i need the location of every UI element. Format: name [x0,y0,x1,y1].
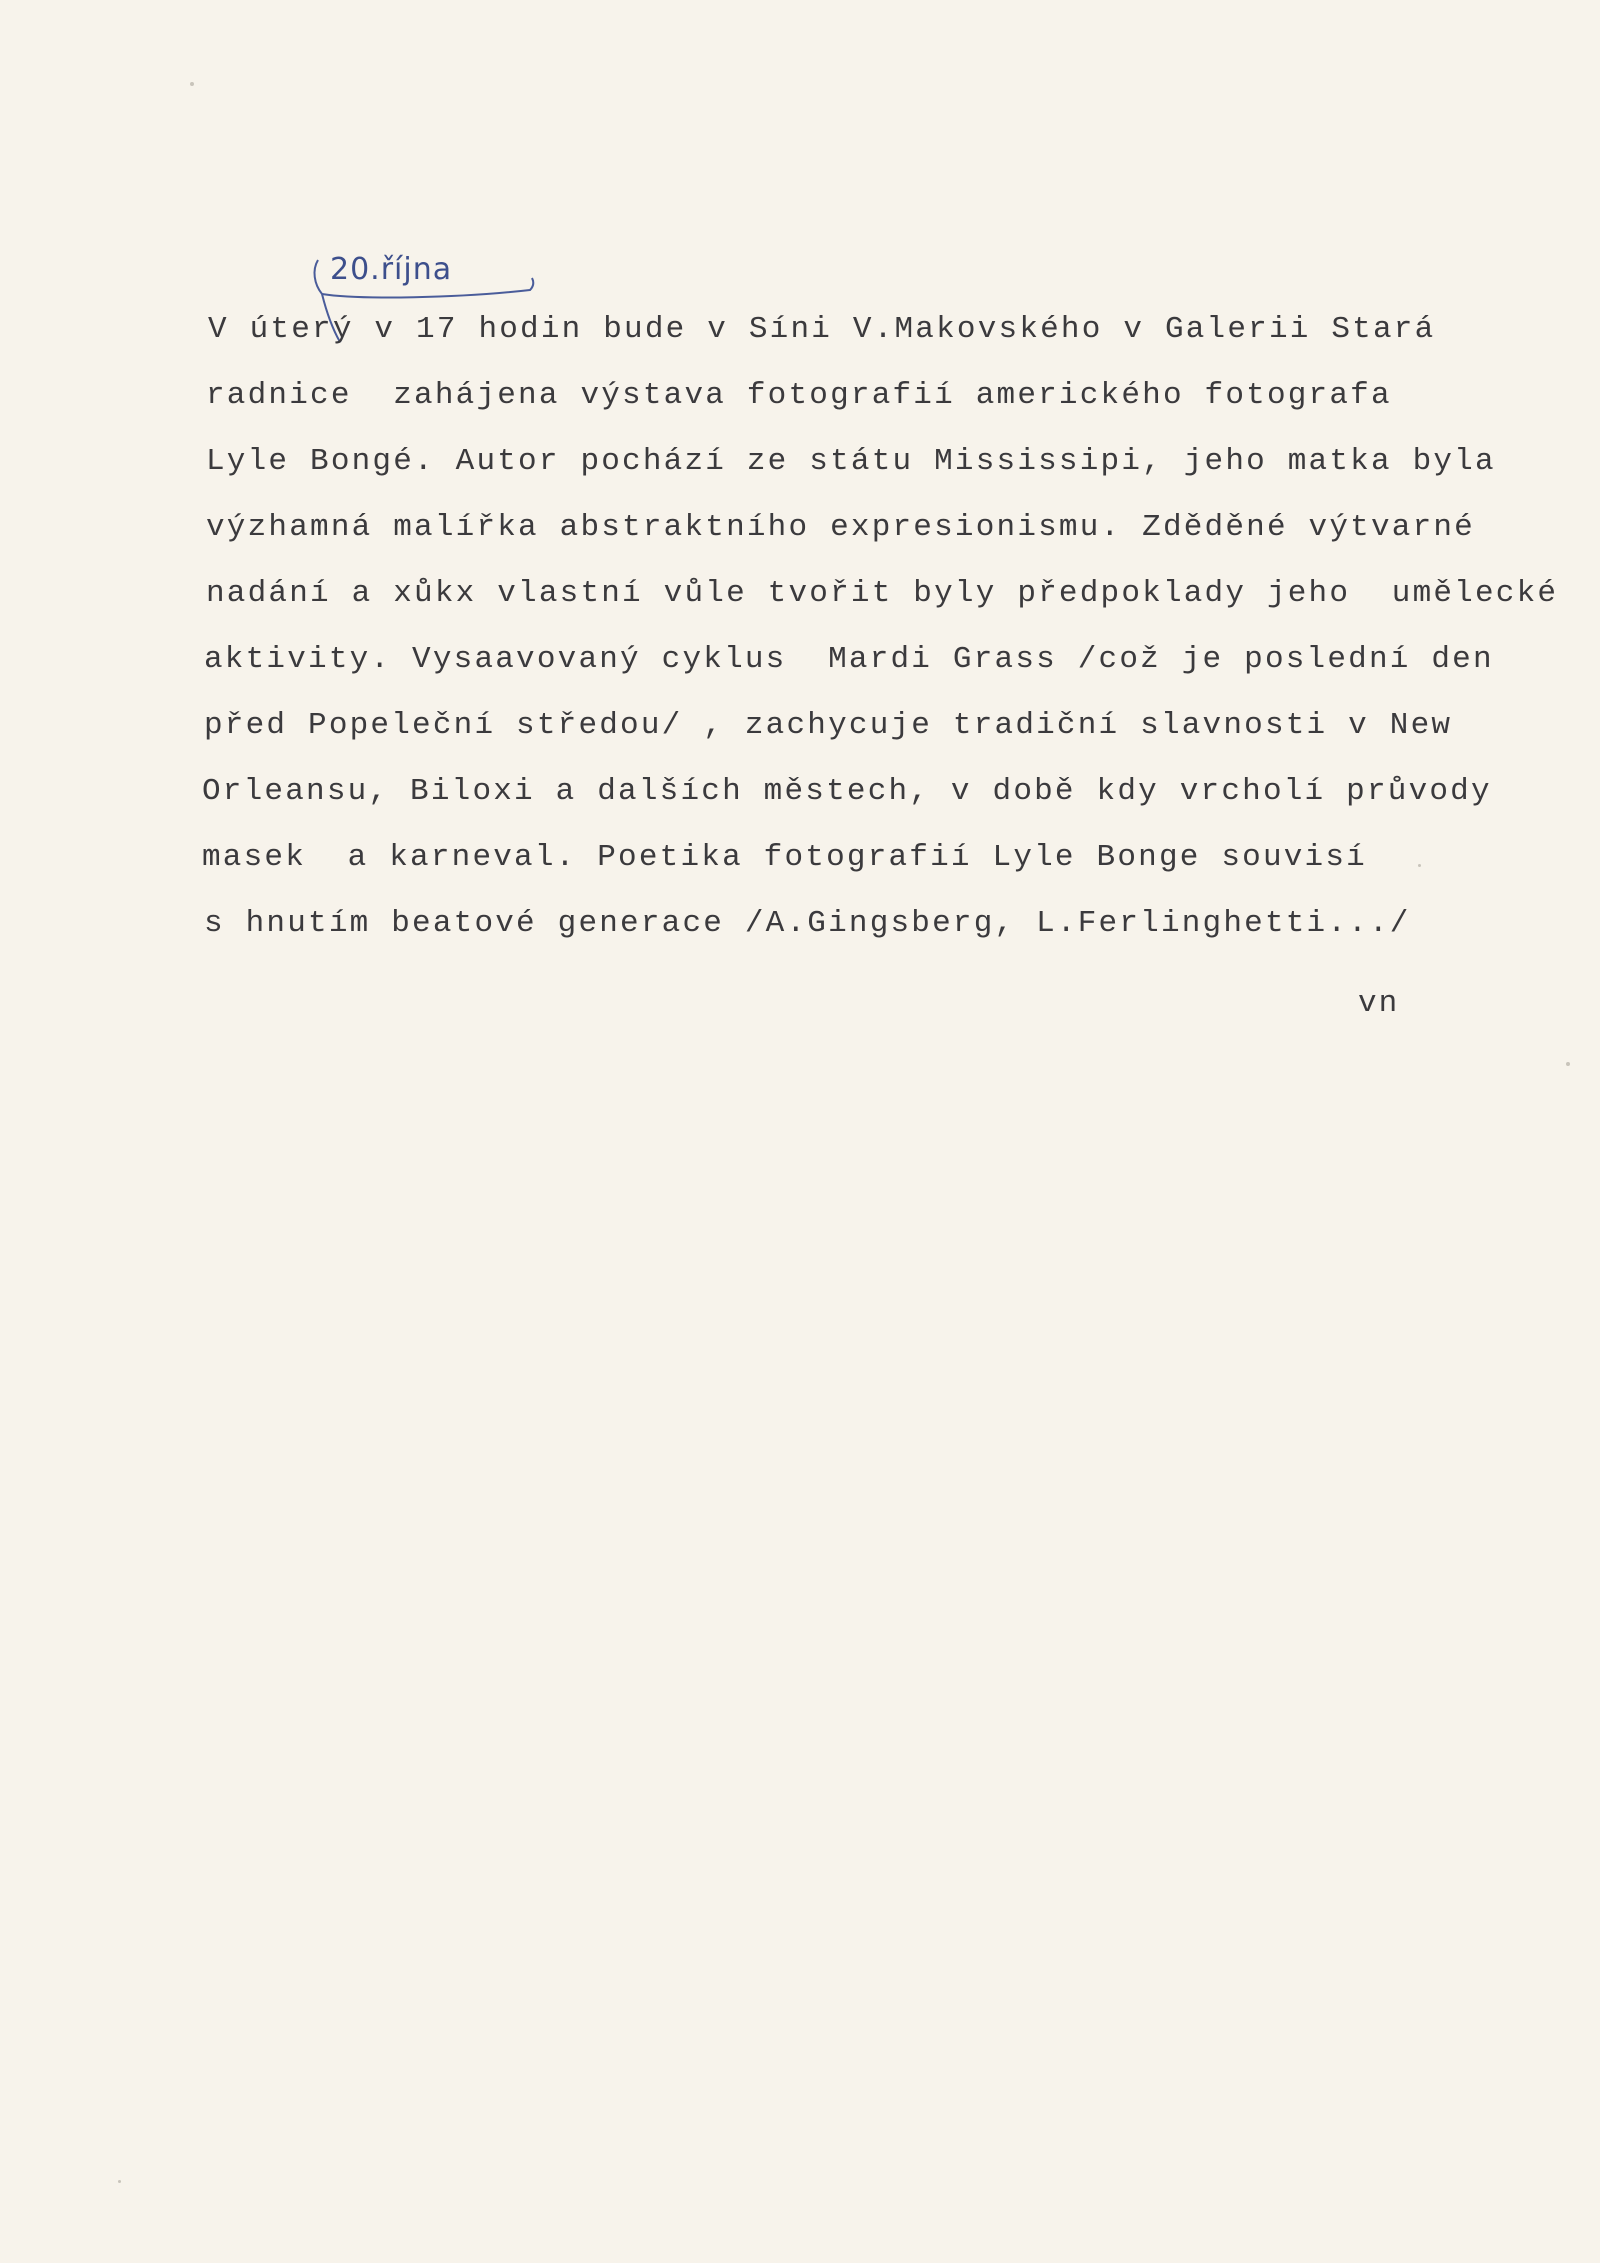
body-line-3: Lyle Bongé. Autor pochází ze státu Mississipi, jeho matka byla [206,444,1496,479]
body-line-2: radnice zahájena výstava fotografií amerického fotografa [206,378,1392,413]
body-line-5: nadání a xůkx vlastní vůle tvořit byly předpoklady jeho umělecké [206,576,1559,611]
body-line-1: V úterý v 17 hodin bude v Síni V.Makovského v Galerii Stará [208,312,1436,347]
body-line-4: výzhamná malířka abstraktního expresionismu. Zděděné výtvarné [206,510,1475,545]
paper-speck [118,2180,121,2183]
body-line-10: s hnutím beatové generace /A.Gingsberg, L.Ferlinghetti.../ [204,906,1411,941]
paper-speck [1418,864,1421,867]
signature-initials: vn [1358,986,1400,1021]
body-line-6: aktivity. Vysaavovaný cyklus Mardi Grass /což je poslední den [204,642,1494,677]
paper-speck [1566,1062,1570,1066]
body-line-7: před Popeleční středou/ , zachycuje tradiční slavnosti v New [204,708,1453,743]
body-line-8: Orleansu, Biloxi a dalších městech, v době kdy vrcholí průvody [202,774,1492,809]
paper-speck [190,82,194,86]
body-line-9: masek a karneval. Poetika fotografií Lyle Bonge souvisí [202,840,1367,875]
handwritten-date: 20.října [330,252,453,287]
